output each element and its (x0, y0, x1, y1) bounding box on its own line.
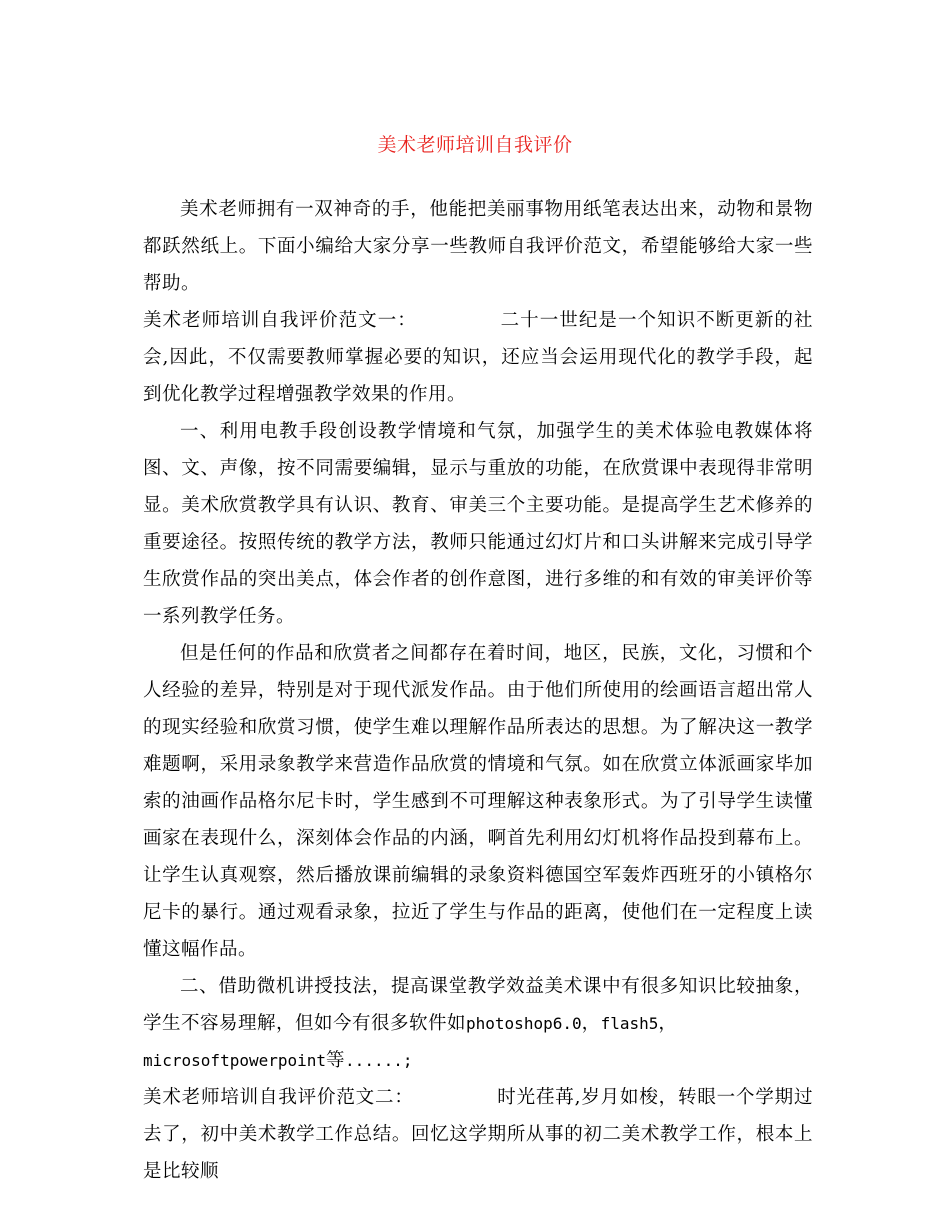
sample1-lead: 二十一世纪是一个知识不断更新的社会,因此，不仅需要教师掌握必要的知识，还应当会运用现代化的教学手段，起到优化教学过程增强教学效果的作用。 (143, 310, 813, 405)
software-flash: flash5 (600, 1014, 659, 1033)
section1b-paragraph: 但是任何的作品和欣赏者之间都存在着时间，地区，民族，文化，习惯和个人经验的差异，特别是对于现代派发作品。由于他们所使用的绘画语言超出常人的现实经验和欣赏习惯，使学生难以理解作品所表达的思想。为了解决这一教学难题啊，采用录象教学来营造作品欣赏的情境和气氛。如在欣赏立体派画家毕加索的油画作品格尔尼卡时，学生感到不可理解这种表象形式。为了引导学生读懂画家在表现什么，深刻体会作品的内涵，啊首先利用幻灯机将作品投到幕布上。让学生认真观察，然后播放课前编辑的录象资料德国空军轰炸西班牙的小镇格尔尼卡的暴行。通过观看录象，拉近了学生与作品的距离，使他们在一定程度上读懂这幅作品。 (143, 643, 813, 960)
document-title: 美术老师培训自我评价 (377, 134, 573, 156)
section2-sep2: ， (658, 1013, 678, 1034)
section2-ellipsis: ......; (345, 1051, 413, 1070)
section2-sep: ， (581, 1013, 601, 1034)
section2-text-b: 等 (326, 1050, 346, 1071)
sample2-paragraph (143, 1079, 813, 1190)
section1-paragraph: 一、利用电教手段创设教学情境和气氛，加强学生的美术体验电教媒体将图、文、声像，按不同需要编辑，显示与重放的功能，在欣赏课中表现得非常明显。美术欣赏教学具有认识、教育、审美三个主要功能。是提高学生艺术修养的重要途径。按照传统的教学方法，教师只能通过幻灯片和口头讲解来完成引导学生欣赏作品的突出美点，体会作者的创作意图，进行多维的和有效的审美评价等一系列教学任务。 (143, 421, 813, 627)
intro-paragraph: 美术老师拥有一双神奇的手，他能把美丽事物用纸笔表达出来，动物和景物都跃然纸上。下面小编给大家分享一些教师自我评价范文，希望能够给大家一些帮助。 (143, 199, 813, 294)
section2-paragraph (143, 968, 813, 1079)
sample1-paragraph (143, 302, 813, 413)
document-body (143, 191, 813, 1190)
sample2-lead: 时光荏苒,岁月如梭，转眼一个学期过去了，初中美术教学工作总结。回忆这学期所从事的初二美术教学工作，根本上是比较顺 (143, 1087, 813, 1182)
software-powerpoint: microsoftpowerpoint (143, 1051, 327, 1070)
software-photoshop: photoshop6.0 (466, 1014, 582, 1033)
section2-text-a: 二、借助微机讲授技法，提高课堂教学效益美术课中有很多知识比较抽象，学生不容易理解，但如今有很多软件如 (143, 976, 813, 1034)
sample1-heading: 美术老师培训自我评价范文一： (143, 310, 417, 331)
sample2-heading: 美术老师培训自我评价范文二： (143, 1087, 414, 1108)
